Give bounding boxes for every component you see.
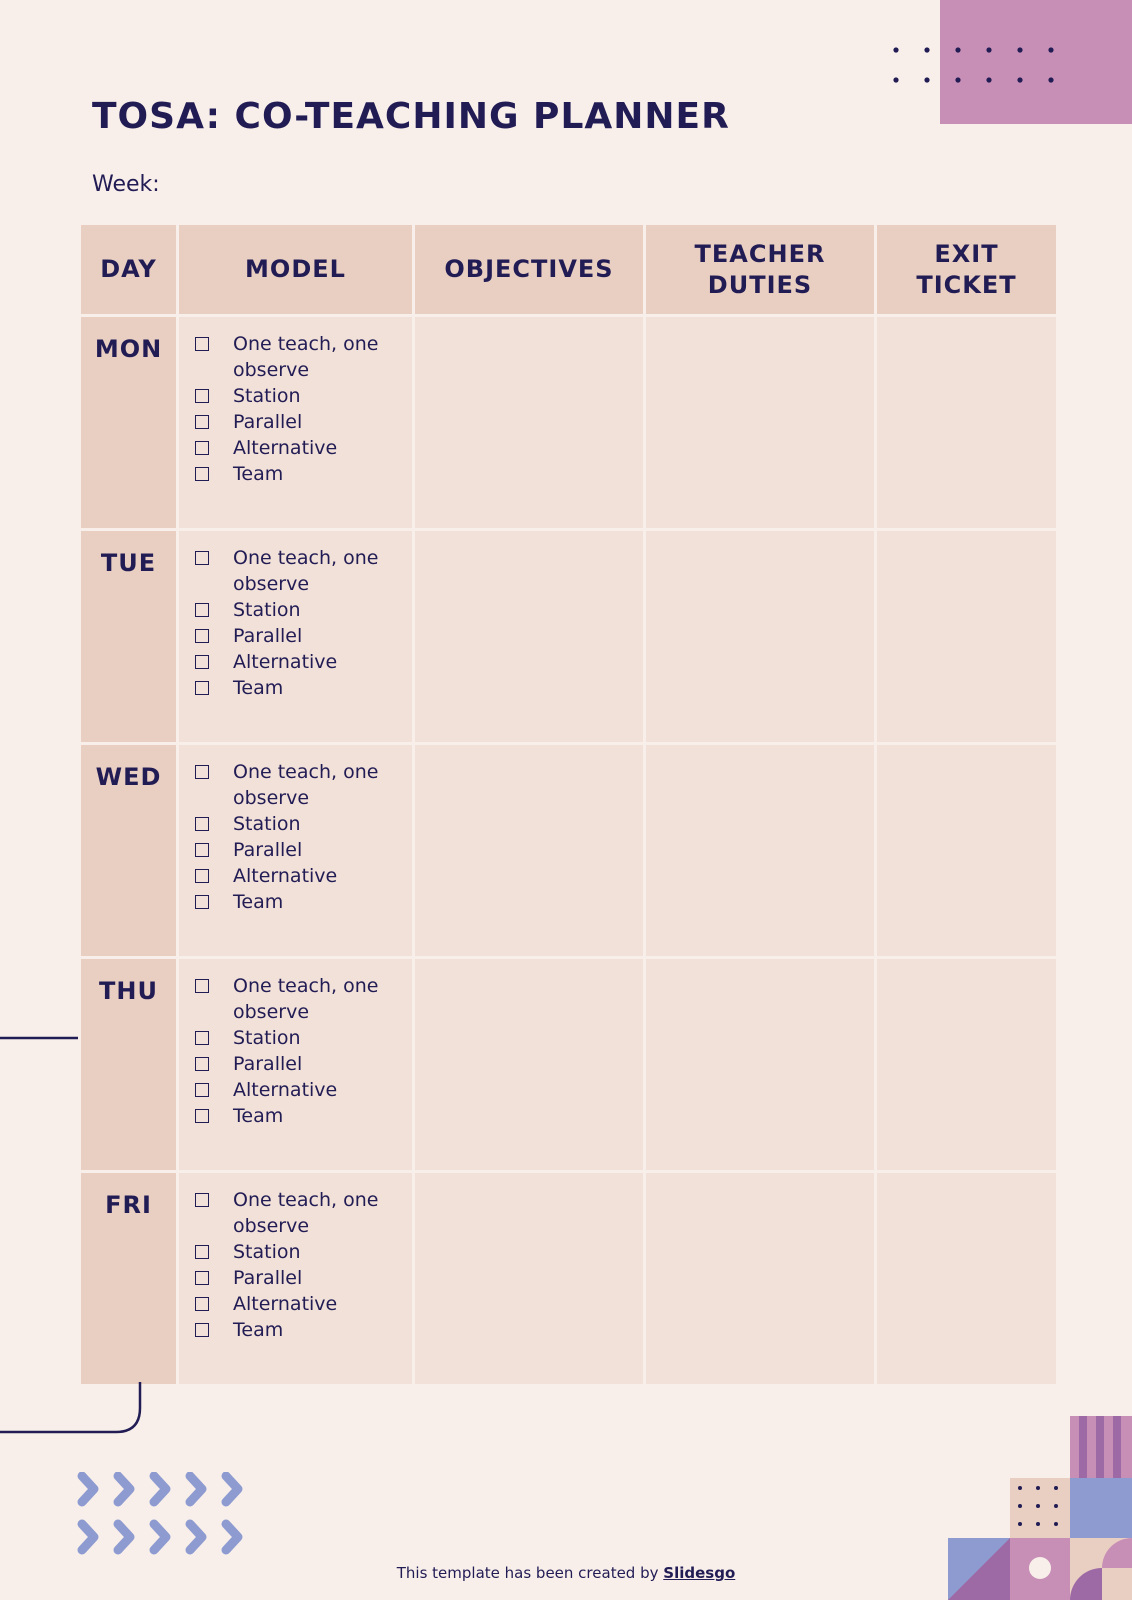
- checkbox-icon[interactable]: [195, 863, 233, 889]
- model-option[interactable]: [195, 331, 402, 383]
- checkbox-icon[interactable]: [195, 545, 233, 571]
- model-options-list: [179, 745, 412, 915]
- model-option-label: One teach, one observe: [233, 761, 379, 809]
- model-option[interactable]: [195, 675, 402, 701]
- model-option[interactable]: [195, 623, 402, 649]
- exit-ticket-cell[interactable]: [876, 316, 1058, 530]
- column-header-objectives: OBJECTIVES: [414, 224, 645, 316]
- model-cell: [178, 744, 414, 958]
- checkbox-icon[interactable]: [195, 1077, 233, 1103]
- planner-table: [78, 222, 1059, 1387]
- model-option[interactable]: [195, 1265, 402, 1291]
- column-header-model: MODEL: [178, 224, 414, 316]
- teacher-duties-cell[interactable]: [645, 958, 876, 1172]
- model-option-label: Parallel: [233, 625, 303, 647]
- model-option-label: Team: [233, 463, 284, 485]
- model-option-label: Parallel: [233, 1053, 303, 1075]
- checkbox-icon[interactable]: [195, 1317, 233, 1343]
- day-label: TUE: [100, 549, 157, 577]
- model-option[interactable]: [195, 1187, 402, 1239]
- teacher-duties-cell[interactable]: [645, 744, 876, 958]
- model-options-list: [179, 1173, 412, 1343]
- column-header-exit-ticket: EXIT TICKET: [876, 224, 1058, 316]
- exit-ticket-cell[interactable]: [876, 530, 1058, 744]
- model-option[interactable]: [195, 1317, 402, 1343]
- day-cell: [80, 744, 178, 958]
- checkbox-icon[interactable]: [195, 1103, 233, 1129]
- slidesgo-link[interactable]: Slidesgo: [663, 1564, 736, 1582]
- objectives-cell[interactable]: [414, 958, 645, 1172]
- objectives-cell[interactable]: [414, 1172, 645, 1386]
- footer-credit: This template has been created by Slidesgo: [396, 1564, 736, 1582]
- model-option[interactable]: [195, 889, 402, 915]
- model-cell: [178, 958, 414, 1172]
- header-row: [80, 224, 1058, 316]
- model-option[interactable]: [195, 545, 402, 597]
- model-option-label: Station: [233, 1027, 301, 1049]
- model-option-label: Alternative: [233, 437, 338, 459]
- teacher-duties-cell[interactable]: [645, 316, 876, 530]
- objectives-cell[interactable]: [414, 316, 645, 530]
- model-cell: [178, 530, 414, 744]
- day-label: WED: [95, 763, 162, 791]
- model-cell: [178, 1172, 414, 1386]
- model-option[interactable]: [195, 1291, 402, 1317]
- checkbox-icon[interactable]: [195, 837, 233, 863]
- checkbox-icon[interactable]: [195, 597, 233, 623]
- page-title: TOSA: CO-TEACHING PLANNER: [92, 96, 730, 137]
- checkbox-icon[interactable]: [195, 1025, 233, 1051]
- checkbox-icon[interactable]: [195, 889, 233, 915]
- model-option-label: Station: [233, 599, 301, 621]
- checkbox-icon[interactable]: [195, 649, 233, 675]
- objectives-cell[interactable]: [414, 530, 645, 744]
- checkbox-icon[interactable]: [195, 1051, 233, 1077]
- checkbox-icon[interactable]: [195, 675, 233, 701]
- model-option[interactable]: [195, 1051, 402, 1077]
- model-option-label: Alternative: [233, 1293, 338, 1315]
- model-option[interactable]: [195, 1077, 402, 1103]
- checkbox-icon[interactable]: [195, 435, 233, 461]
- day-cell: [80, 530, 178, 744]
- model-option[interactable]: [195, 1239, 402, 1265]
- objectives-cell[interactable]: [414, 744, 645, 958]
- table-row: [80, 958, 1058, 1172]
- decorative-dot-grid: [890, 44, 1060, 88]
- table-row: [80, 1172, 1058, 1386]
- checkbox-icon[interactable]: [195, 461, 233, 487]
- model-option-label: Parallel: [233, 839, 303, 861]
- week-label: Week:: [92, 172, 160, 197]
- model-option-label: Parallel: [233, 1267, 303, 1289]
- day-label: MON: [94, 335, 163, 363]
- table-row: [80, 316, 1058, 530]
- checkbox-icon[interactable]: [195, 331, 233, 357]
- checkbox-icon[interactable]: [195, 973, 233, 999]
- model-option[interactable]: [195, 973, 402, 1025]
- exit-ticket-cell[interactable]: [876, 744, 1058, 958]
- checkbox-icon[interactable]: [195, 1291, 233, 1317]
- model-options-list: [179, 959, 412, 1129]
- teacher-duties-cell[interactable]: [645, 530, 876, 744]
- model-option[interactable]: [195, 863, 402, 889]
- checkbox-icon[interactable]: [195, 759, 233, 785]
- model-option[interactable]: [195, 461, 402, 487]
- checkbox-icon[interactable]: [195, 409, 233, 435]
- day-cell: [80, 316, 178, 530]
- column-header-teacher-duties: TEACHER DUTIES: [645, 224, 876, 316]
- model-options-list: [179, 317, 412, 487]
- model-option[interactable]: [195, 435, 402, 461]
- model-option-label: Station: [233, 1241, 301, 1263]
- model-option-label: Team: [233, 1319, 284, 1341]
- decorative-chevrons: [76, 1472, 246, 1558]
- teacher-duties-cell[interactable]: [645, 1172, 876, 1386]
- exit-ticket-cell[interactable]: [876, 1172, 1058, 1386]
- model-option[interactable]: [195, 383, 402, 409]
- checkbox-icon[interactable]: [195, 811, 233, 837]
- model-option-label: Station: [233, 385, 301, 407]
- model-option[interactable]: [195, 1103, 402, 1129]
- exit-ticket-cell[interactable]: [876, 958, 1058, 1172]
- model-option[interactable]: [195, 837, 402, 863]
- model-option[interactable]: [195, 811, 402, 837]
- model-option-label: Team: [233, 677, 284, 699]
- checkbox-icon[interactable]: [195, 1265, 233, 1291]
- model-option-label: Alternative: [233, 1079, 338, 1101]
- table-row: [80, 744, 1058, 958]
- model-option-label: Station: [233, 813, 301, 835]
- column-header-day: DAY: [80, 224, 178, 316]
- model-option-label: One teach, one observe: [233, 333, 379, 381]
- model-option[interactable]: [195, 649, 402, 675]
- table-row: [80, 530, 1058, 744]
- model-option-label: Team: [233, 891, 284, 913]
- model-option-label: Parallel: [233, 411, 303, 433]
- checkbox-icon[interactable]: [195, 1239, 233, 1265]
- day-label: FRI: [105, 1191, 152, 1219]
- model-option[interactable]: [195, 409, 402, 435]
- checkbox-icon[interactable]: [195, 383, 233, 409]
- model-option[interactable]: [195, 759, 402, 811]
- checkbox-icon[interactable]: [195, 1187, 233, 1213]
- day-label: THU: [99, 977, 158, 1005]
- model-option-label: One teach, one observe: [233, 975, 379, 1023]
- model-option-label: Alternative: [233, 865, 338, 887]
- model-options-list: [179, 531, 412, 701]
- model-option[interactable]: [195, 597, 402, 623]
- model-option-label: One teach, one observe: [233, 1189, 379, 1237]
- model-cell: [178, 316, 414, 530]
- decorative-line: [0, 1030, 150, 1440]
- model-option[interactable]: [195, 1025, 402, 1051]
- model-option-label: Team: [233, 1105, 284, 1127]
- model-option-label: Alternative: [233, 651, 338, 673]
- checkbox-icon[interactable]: [195, 623, 233, 649]
- model-option-label: One teach, one observe: [233, 547, 379, 595]
